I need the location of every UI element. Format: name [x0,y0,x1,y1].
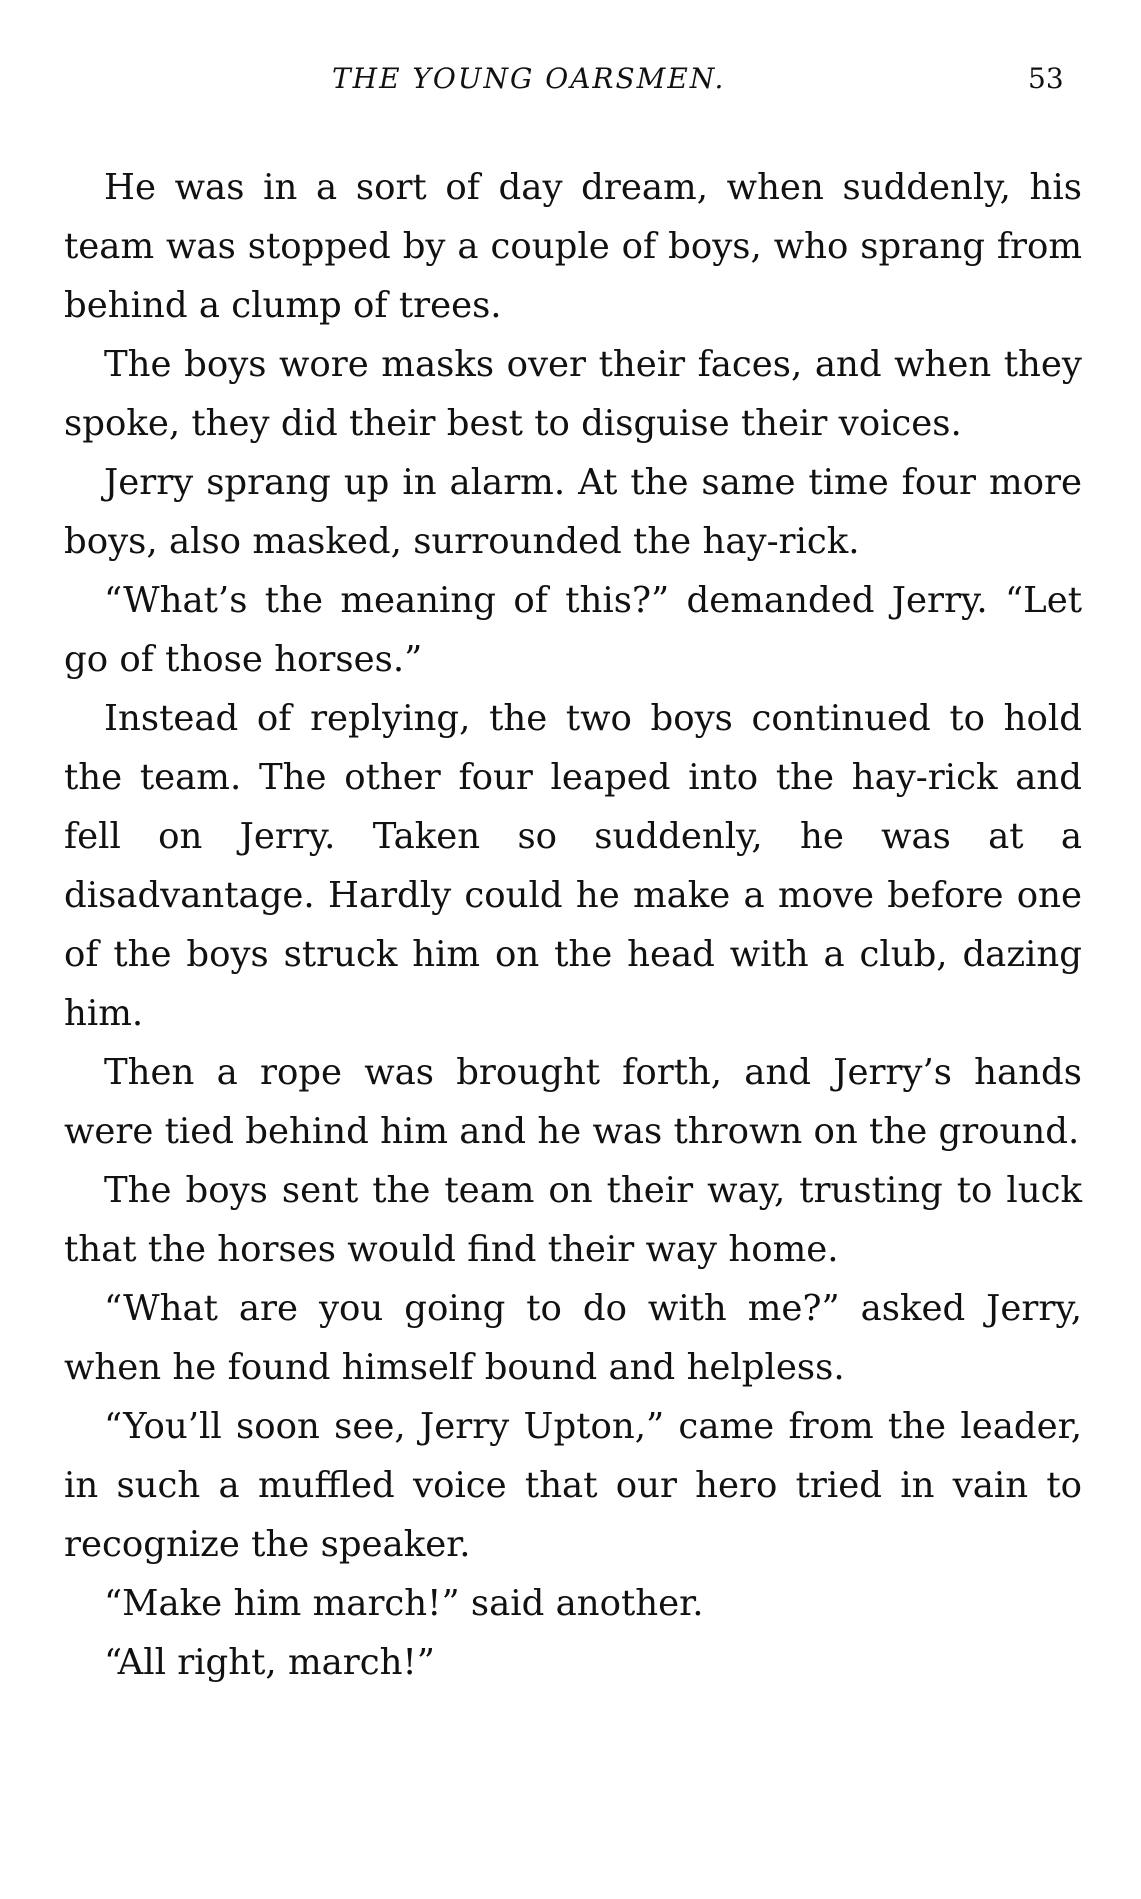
paragraph: Then a rope was brought forth, and Jerry’s hands were tied behind him and he was thrown on the ground. [64,1052,1082,1152]
paragraph: “What are you going to do with me?” asked Jerry, when he found himself bound and helpless. [64,1288,1082,1388]
paragraph: The boys sent the team on their way, trusting to luck that the horses would find their way home. [64,1170,1082,1270]
page-number: 53 [1028,62,1064,95]
paragraph: He was in a sort of day dream, when suddenly, his team was stopped by a couple of boys, who sprang from behind a clump of trees. [64,167,1082,326]
paragraph: The boys wore masks over their faces, and when they spoke, they did their best to disguise their voices. [64,344,1082,444]
paragraph: “What’s the meaning of this?” demanded Jerry. “Let go of those horses.” [64,580,1082,680]
paragraph: Instead of replying, the two boys continued to hold the team. The other four leaped into the hay-rick and fell on Jerry. Taken so suddenly, he was at a disadvantage. Hardly could he make a move before one of the boys struck him on the head with a club, dazing him. [64,698,1082,1034]
paragraph: Jerry sprang up in alarm. At the same time four more boys, also masked, surrounded the hay-rick. [64,462,1082,562]
running-head [0,62,1141,98]
paragraph: “Make him march!” said another. [104,1583,704,1624]
body-text [64,158,1082,1692]
paragraph: “You’ll soon see, Jerry Upton,” came from the leader, in such a muffled voice that our hero tried in vain to recognize the speaker. [64,1406,1082,1565]
paragraph: “All right, march!” [104,1642,435,1683]
running-title: THE YOUNG OARSMEN. [332,62,726,95]
